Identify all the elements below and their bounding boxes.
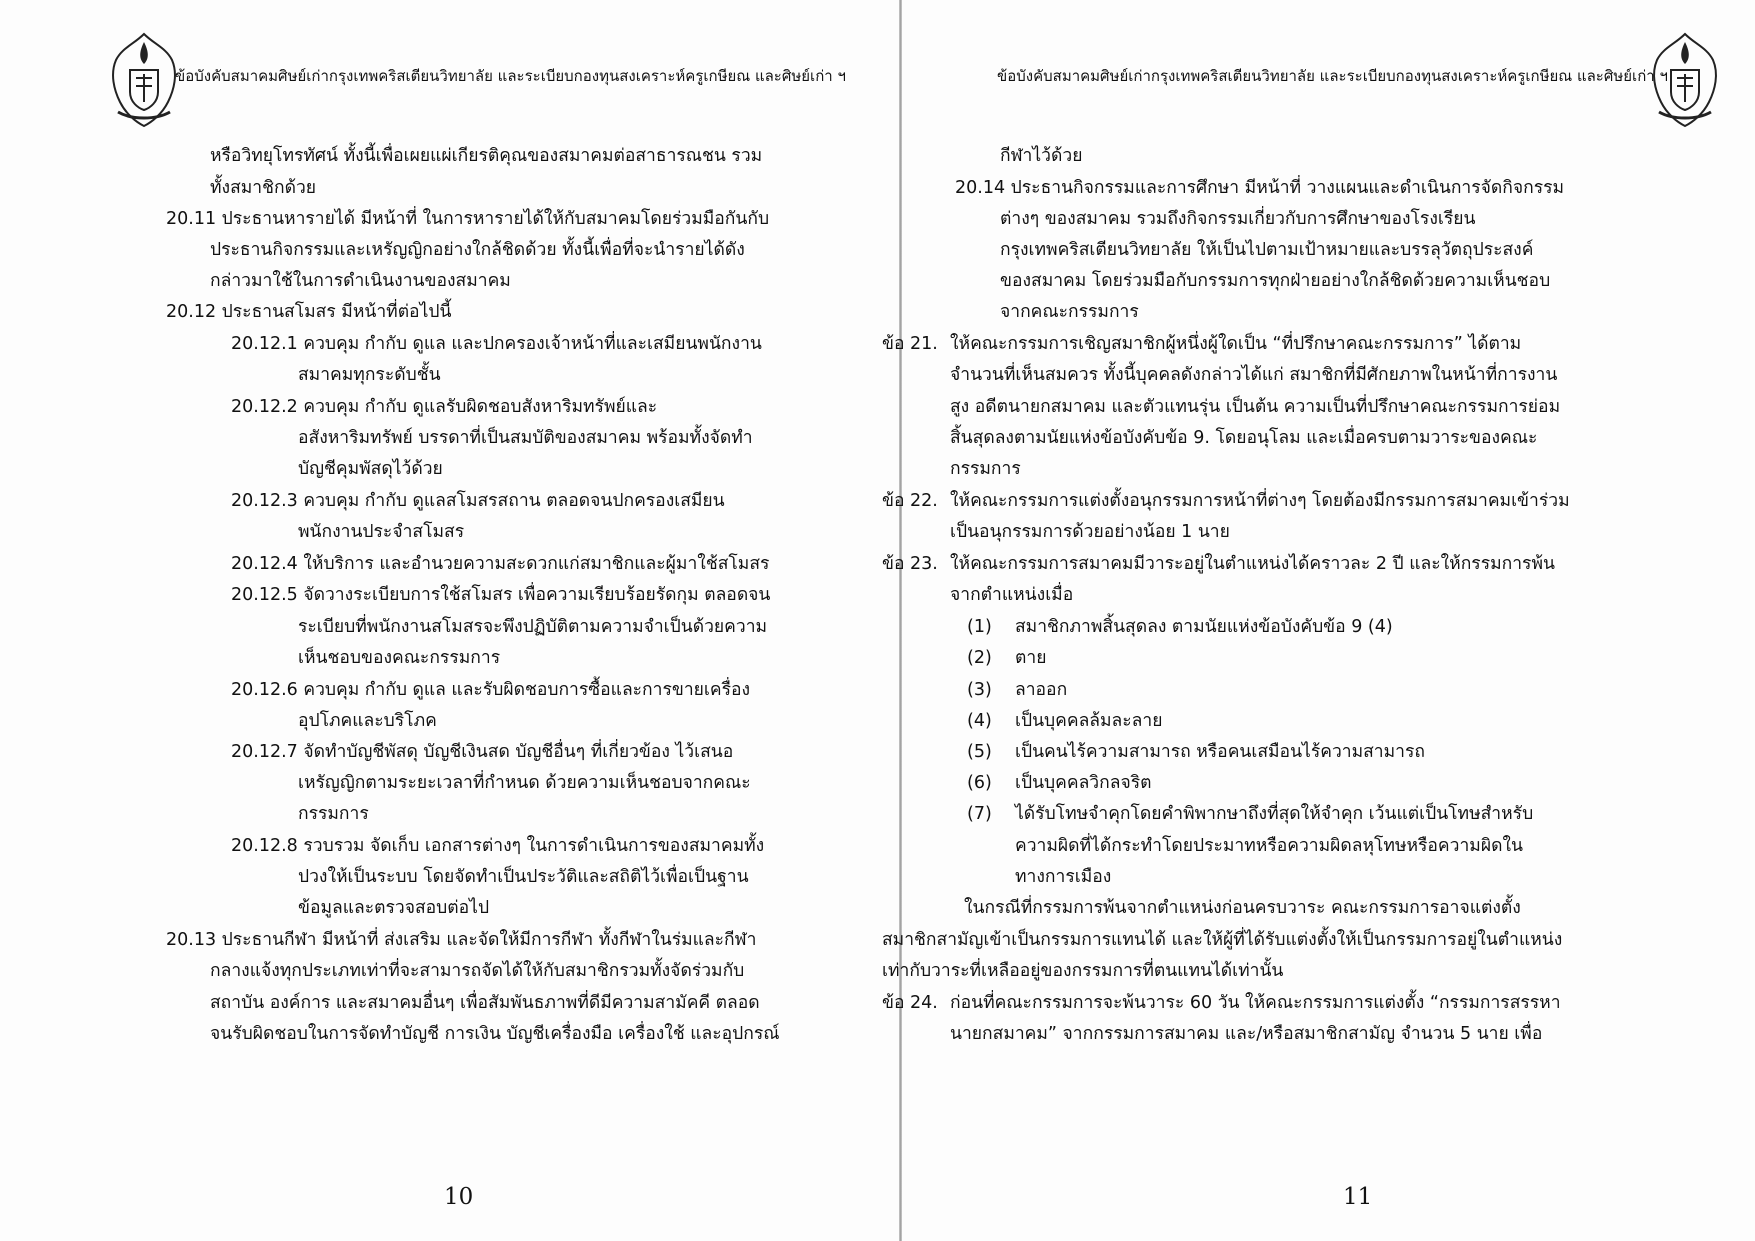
text-line: เห็นชอบของคณะกรรมการ	[298, 648, 501, 668]
list-item: เป็นบุคคลวิกลจริต	[1015, 773, 1152, 793]
text-line: กรรมการ	[950, 459, 1021, 479]
text-line: สมาชิกสามัญเข้าเป็นกรรมการแทนได้ และให้ผู้ที่ได้รับแต่งตั้งให้เป็นกรรมการอยู่ในตำแหน่ง	[882, 930, 1563, 950]
text-line: 20.11 ประธานหารายได้ มีหน้าที่ ในการหารายได้ให้กับสมาคมโดยร่วมมือกันกับ	[166, 209, 770, 229]
list-marker: (1)	[967, 617, 992, 637]
text-line: เป็นอนุกรรมการด้วยอย่างน้อย 1 นาย	[950, 522, 1230, 542]
text-line: ระเบียบที่พนักงานสโมสรจะพึงปฏิบัติตามความจำเป็นด้วยความ	[298, 617, 768, 637]
school-crest-logo	[1649, 30, 1721, 128]
right-page	[882, 0, 1755, 1241]
page-header: ข้อบังคับสมาคมศิษย์เก่ากรุงเทพคริสเตียนวิทยาลัย และระเบียบกองทุนสงเคราะห์ครูเกษียณ และศิษย์เก่า ฯ	[175, 67, 846, 85]
text-line: ต่างๆ ของสมาคม รวมถึงกิจกรรมเกี่ยวกับการศึกษาของโรงเรียน	[1000, 209, 1476, 229]
text-line: กล่าวมาใช้ในการดำเนินงานของสมาคม	[210, 271, 511, 291]
text-line: 20.12.5 จัดวางระเบียบการใช้สโมสร เพื่อความเรียบร้อยรัดกุม ตลอดจน	[231, 585, 771, 605]
text-line: สิ้นสุดลงตามนัยแห่งข้อบังคับข้อ 9. โดยอนุโลม และเมื่อครบตามวาระของคณะ	[950, 428, 1538, 448]
list-marker: (4)	[967, 711, 992, 731]
list-item: สมาชิกภาพสิ้นสุดลง ตามนัยแห่งข้อบังคับข้อ 9 (4)	[1015, 617, 1393, 637]
text-line: กรุงเทพคริสเตียนวิทยาลัย ให้เป็นไปตามเป้าหมายและบรรลุวัตถุประสงค์	[1000, 240, 1534, 260]
list-marker: (7)	[967, 804, 992, 824]
page-number: 10	[444, 1184, 474, 1210]
text-line: ให้คณะกรรมการสมาคมมีวาระอยู่ในตำแหน่งได้คราวละ 2 ปี และให้กรรมการพ้น	[950, 554, 1555, 574]
text-line: 20.12.3 ควบคุม กำกับ ดูแลสโมสรสถาน ตลอดจนปกครองเสมียน	[231, 491, 725, 511]
text-line: ประธานกิจกรรมและเหรัญญิกอย่างใกล้ชิดด้วย ทั้งนี้เพื่อที่จะนำรายได้ดัง	[210, 240, 745, 260]
article-number: ข้อ 22.	[882, 491, 938, 511]
text-line: จำนวนที่เห็นสมควร ทั้งนี้บุคคลดังกล่าวได้แก่ สมาชิกที่มีศักยภาพในหน้าที่การงาน	[950, 365, 1558, 385]
list-item: ลาออก	[1015, 680, 1068, 700]
list-item: เป็นบุคคลล้มละลาย	[1015, 711, 1163, 731]
text-line: เหรัญญิกตามระยะเวลาที่กำหนด ด้วยความเห็นชอบจากคณะ	[298, 773, 751, 793]
text-line: ข้อมูลและตรวจสอบต่อไป	[298, 898, 490, 918]
text-line: ของสมาคม โดยร่วมมือกับกรรมการทุกฝ่ายอย่างใกล้ชิดด้วยความเห็นชอบ	[1000, 271, 1551, 291]
text-line: 20.12.1 ควบคุม กำกับ ดูแล และปกครองเจ้าหน้าที่และเสมียนพนักงาน	[231, 334, 762, 354]
list-item: ตาย	[1015, 648, 1047, 668]
text-line: 20.12 ประธานสโมสร มีหน้าที่ต่อไปนี้	[166, 302, 452, 322]
text-line: จากตำแหน่งเมื่อ	[950, 585, 1074, 605]
school-crest-logo	[108, 30, 180, 128]
text-line: สถาบัน องค์การ และสมาคมอื่นๆ เพื่อสัมพันธภาพที่ดีมีความสามัคคี ตลอด	[210, 993, 760, 1013]
article-number: ข้อ 23.	[882, 554, 938, 574]
text-line: 20.14 ประธานกิจกรรมและการศึกษา มีหน้าที่ วางแผนและดำเนินการจัดกิจกรรม	[955, 178, 1565, 198]
text-line: ให้คณะกรรมการเชิญสมาชิกผู้หนึ่งผู้ใดเป็น “ที่ปรึกษาคณะกรรมการ” ได้ตาม	[950, 334, 1522, 354]
page-header: ข้อบังคับสมาคมศิษย์เก่ากรุงเทพคริสเตียนวิทยาลัย และระเบียบกองทุนสงเคราะห์ครูเกษียณ และศิษย์เก่า ฯ	[997, 67, 1668, 85]
text-line: กลางแจ้งทุกประเภทเท่าที่จะสามารถจัดได้ให้กับสมาชิกรวมทั้งจัดร่วมกับ	[210, 961, 745, 981]
article-number: ข้อ 21.	[882, 334, 938, 354]
text-line: จากคณะกรรมการ	[1000, 302, 1139, 322]
list-marker: (6)	[967, 773, 992, 793]
text-line: 20.12.2 ควบคุม กำกับ ดูแลรับผิดชอบสังหาริมทรัพย์และ	[231, 397, 658, 417]
list-marker: (3)	[967, 680, 992, 700]
list-item: ทางการเมือง	[1015, 867, 1112, 887]
list-marker: (5)	[967, 742, 992, 762]
list-item: เป็นคนไร้ความสามารถ หรือคนเสมือนไร้ความสามารถ	[1015, 742, 1425, 762]
text-line: บัญชีคุมพัสดุไว้ด้วย	[298, 459, 443, 479]
text-line: กรรมการ	[298, 804, 369, 824]
text-line: ในกรณีที่กรรมการพ้นจากตำแหน่งก่อนครบวาระ คณะกรรมการอาจแต่งตั้ง	[964, 898, 1521, 918]
text-line: อุปโภคและบริโภค	[298, 711, 437, 731]
text-line: 20.12.7 จัดทำบัญชีพัสดุ บัญชีเงินสด บัญชีอื่นๆ ที่เกี่ยวข้อง ไว้เสนอ	[231, 742, 734, 762]
text-line: 20.12.8 รวบรวม จัดเก็บ เอกสารต่างๆ ในการดำเนินการของสมาคมทั้ง	[231, 836, 765, 856]
text-line: กีฬาไว้ด้วย	[1000, 146, 1083, 166]
text-line: ให้คณะกรรมการแต่งตั้งอนุกรรมการหน้าที่ต่างๆ โดยต้องมีกรรมการสมาคมเข้าร่วม	[950, 491, 1570, 511]
text-line: 20.12.4 ให้บริการ และอำนวยความสะดวกแก่สมาชิกและผู้มาใช้สโมสร	[231, 554, 770, 574]
list-marker: (2)	[967, 648, 992, 668]
text-line: สมาคมทุกระดับชั้น	[298, 365, 441, 385]
text-line: นายกสมาคม” จากกรรมการสมาคม และ/หรือสมาชิกสามัญ จำนวน 5 นาย เพื่อ	[950, 1024, 1543, 1044]
text-line: 20.13 ประธานกีฬา มีหน้าที่ ส่งเสริม และจัดให้มีการกีฬา ทั้งกีฬาในร่มและกีฬา	[166, 930, 757, 950]
text-line: พนักงานประจำสโมสร	[298, 522, 465, 542]
text-line: จนรับผิดชอบในการจัดทำบัญชี การเงิน บัญชีเครื่องมือ เครื่องใช้ และอุปกรณ์	[210, 1024, 780, 1044]
text-line: ก่อนที่คณะกรรมการจะพ้นวาระ 60 วัน ให้คณะกรรมการแต่งตั้ง “กรรมการสรรหา	[950, 993, 1561, 1013]
text-line: สูง อดีตนายกสมาคม และตัวแทนรุ่น เป็นต้น ความเป็นที่ปรึกษาคณะกรรมการย่อม	[950, 397, 1561, 417]
article-number: ข้อ 24.	[882, 993, 938, 1013]
page-number: 11	[1343, 1184, 1373, 1210]
text-line: ปวงให้เป็นระบบ โดยจัดทำเป็นประวัติและสถิติไว้เพื่อเป็นฐาน	[298, 867, 749, 887]
text-line: ทั้งสมาชิกด้วย	[210, 178, 317, 198]
list-item: ได้รับโทษจำคุกโดยคำพิพากษาถึงที่สุดให้จำคุก เว้นแต่เป็นโทษสำหรับ	[1015, 804, 1534, 824]
list-item: ความผิดที่ได้กระทำโดยประมาทหรือความผิดลหุโทษหรือความผิดใน	[1015, 836, 1523, 856]
text-line: อสังหาริมทรัพย์ บรรดาที่เป็นสมบัติของสมาคม พร้อมทั้งจัดทำ	[298, 428, 753, 448]
text-line: 20.12.6 ควบคุม กำกับ ดูแล และรับผิดชอบการซื้อและการขายเครื่อง	[231, 680, 751, 700]
text-line: เท่ากับวาระที่เหลืออยู่ของกรรมการที่ตนแทนได้เท่านั้น	[882, 961, 1284, 981]
text-line: หรือวิทยุโทรทัศน์ ทั้งนี้เพื่อเผยแผ่เกียรติคุณของสมาคมต่อสาธารณชน รวม	[210, 146, 763, 166]
